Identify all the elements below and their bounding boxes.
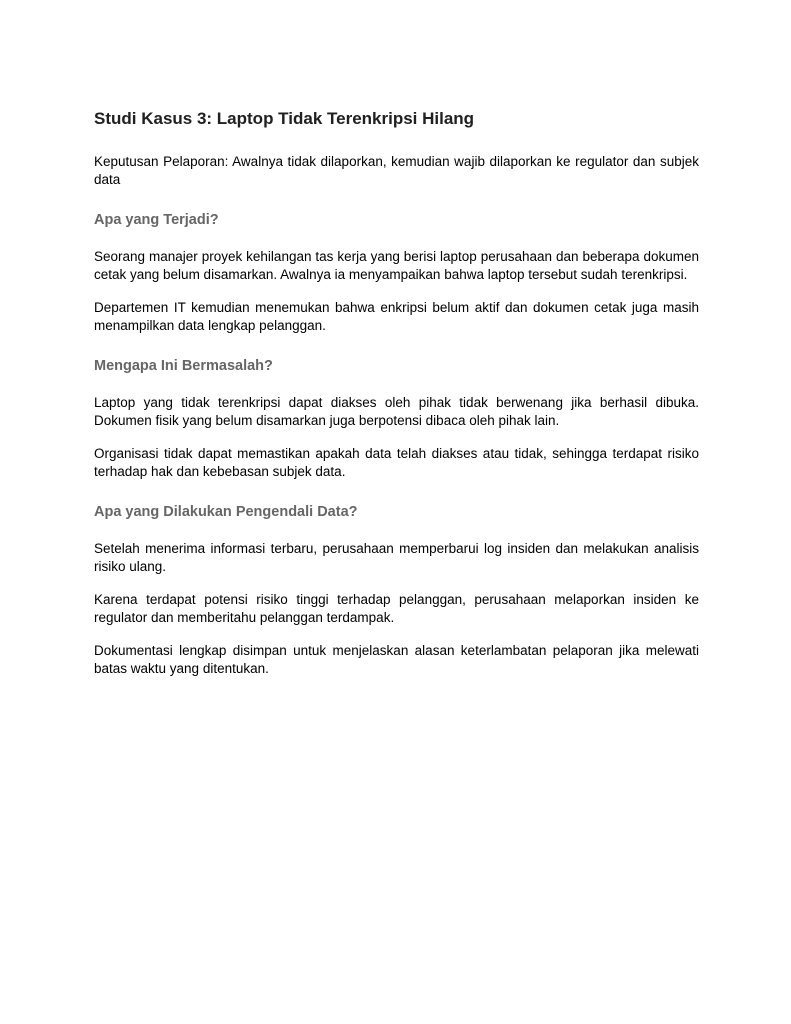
section-heading-what-happened: Apa yang Terjadi? — [94, 212, 219, 228]
reporting-decision: Keputusan Pelaporan: Awalnya tidak dilaporkan, kemudian wajib dilaporkan ke regulator dan subjek data — [94, 154, 699, 187]
paragraph: Dokumentasi lengkap disimpan untuk menjelaskan alasan keterlambatan pelaporan jika melewati batas waktu yang ditentukan. — [94, 643, 699, 676]
paragraph: Laptop yang tidak terenkripsi dapat diakses oleh pihak tidak berwenang jika berhasil dibuka. Dokumen fisik yang belum disamarkan juga berpotensi dibaca oleh pihak lain. — [94, 395, 699, 428]
section-heading-why-problematic: Mengapa Ini Bermasalah? — [94, 358, 273, 374]
paragraph: Departemen IT kemudian menemukan bahwa enkripsi belum aktif dan dokumen cetak juga masih menampilkan data lengkap pelanggan. — [94, 300, 699, 333]
section-heading-controller-actions: Apa yang Dilakukan Pengendali Data? — [94, 504, 358, 520]
document-title: Studi Kasus 3: Laptop Tidak Terenkripsi Hilang — [94, 109, 475, 128]
paragraph: Setelah menerima informasi terbaru, perusahaan memperbarui log insiden dan melakukan analisis risiko ulang. — [94, 541, 699, 574]
paragraph: Seorang manajer proyek kehilangan tas kerja yang berisi laptop perusahaan dan beberapa dokumen cetak yang belum disamarkan. Awalnya ia menyampaikan bahwa laptop tersebut sudah terenkripsi. — [94, 249, 699, 282]
paragraph: Organisasi tidak dapat memastikan apakah data telah diakses atau tidak, sehingga terdapat risiko terhadap hak dan kebebasan subjek data. — [94, 446, 699, 479]
paragraph: Karena terdapat potensi risiko tinggi terhadap pelanggan, perusahaan melaporkan insiden ke regulator dan memberitahu pelanggan terdampak. — [94, 592, 699, 625]
document-content — [94, 108, 699, 678]
